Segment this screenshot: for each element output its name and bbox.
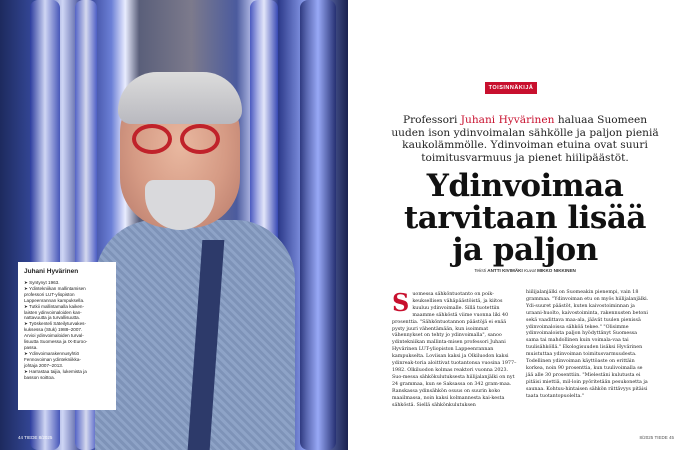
bio-line: ➤ Ydintekniikan mallintamisen	[24, 285, 86, 291]
credits-photographer: MIKKO NIKKINEN	[537, 268, 576, 273]
bio-line: johtaja 2007–2013.	[24, 362, 64, 368]
bio-line: passa.	[24, 344, 38, 350]
dropcap: S	[392, 288, 410, 317]
bio-name: Juhani Hyvärinen	[24, 268, 79, 275]
bio-line: ➤ Syntynyt 1963.	[24, 280, 60, 285]
bio-box	[18, 262, 116, 410]
credits	[390, 268, 660, 273]
body-text-2: hiilijalanjälki on Suomeakin pienempi, vain 18 grammaa. "Ydinvoiman etu on myös hiilijalanjälki. Ydi-suuret päästöt, kuten kaivostoiminnan ja uraani-huolto, kaivostoiminta, rakennusten betoni sekä vaadittava maa-ala, jäävät tuulen pienissä ydinvoimaloissa sähköä tekee." "Olisimme ydinvoimaloista paljon hyödyttänyt Suomessa sama tai mahdollinen kuin voimala-vaa tai tuulisähköllä." Ekologisuuden lisäksi Hyvärinen muistuttaa ydinvoiman toimitusvarmuudesta. Todellinen ydinvoiman käyttöaste on erittäin korkea, noin 90 prosenttia, kun tuulivoimalla se jää alle 30 prosenttiin. "Mielestäni kulutusta ei pitäisi miettiä, mil-loin pyöritetään pesukonetta ja saunaa. Kohtuu-hintaisen sähkön riittävyys pitäisi taata tuotantopuolelta."	[526, 290, 649, 399]
lead-text-rest: haluaa Suomeen uuden ison ydinvoimalan sähkölle ja paljon pieniä kaukolämmölle. Ydinvoiman etuina ovat suuri toimitusvarmuus ja pienet hiilipäästöt.	[391, 114, 659, 164]
red-glasses	[128, 124, 228, 156]
lead-text: Professori	[402, 114, 461, 126]
bio-line: ➤ Työskenteli Säteilyturvakes-	[24, 321, 86, 327]
bio-line: kuksessa (Stuk) 1988–2007.	[24, 327, 83, 333]
lead-paragraph	[390, 114, 660, 164]
credits-label-text: Teksti	[474, 268, 486, 273]
body-column-1	[392, 288, 517, 409]
bio-line: laisten ydinvoimaloiden kan-	[24, 309, 82, 315]
bio-line: ➤ Harrastaa taijia, lukemista ja	[24, 368, 87, 374]
bio-line: Arvioi ydinvoimaloiden turval-	[24, 333, 84, 339]
headline: Ydinvoimaa tarvitaan lisää ja paljon	[403, 168, 647, 268]
credits-author: ANTTI KIVIMÄKI	[487, 268, 523, 273]
right-folio: 8/2025 TIEDE 45	[639, 435, 674, 440]
bio-line: professori LUT-yliopiston	[24, 291, 75, 297]
bio-line: ➤ Ydinvoimarakennusyhtiö	[24, 350, 80, 356]
bio-line: basson soittoa.	[24, 374, 55, 380]
left-folio: 44 TIEDE 8/2025	[18, 435, 53, 440]
bio-line: Fennovoiman ydintekniikka-	[24, 356, 81, 362]
bio-line: Lappeenrannan kampuksella.	[24, 297, 85, 303]
lead-name: Juhani Hyvärinen	[460, 114, 555, 126]
section-tag: TOISINNÄKIJÄ	[485, 82, 537, 94]
bio-line: ➤ Tutkii mallintamalla kaiken-	[24, 303, 85, 309]
bio-line: nattavuutta ja turvallisuutta.	[24, 315, 80, 321]
bio-line: lisuutta Suomessa ja IX-Euroo-	[24, 339, 88, 345]
credits-label-photos: Kuvat	[524, 268, 536, 273]
body-text-1: uomessa sähköntuotanto on poik-keuksellisen vähäpäästöistä, ja kiitos kuuluu ydinvoimalle. Sillä tuotettiin maamme sähköstä viime vuonna liki 40 prosenttia. "Sähköntuotannon päästöjä ei enää pysty juuri vähentämään, kun isoimmat vähennykset on tehty jo ydinvoimalla", sanoo ydintekniikan mallinta-misen professori Juhani Hyvärinen LUT-yliopiston Lappeenrannan kampukselta. Loviisan kaksi ja Olkiluodon kaksi ydinreak-toria aloittivat tuotantonsa vuosina 1977–1982. Olkiluodon kolmas reaktori vuonna 2023. Suo-messa sähkökulutuksesta hiilijalanjälki on nyt 24 grammaa, kun se Saksassa on 342 gram-maa. Ranskassa ydinsähkön osuus on suurin koko maailmassa, noin kaksi kolmannesta kai-kesta sähköstä. Siellä sähkönkulutuksen	[392, 292, 517, 408]
body-column-2	[526, 290, 651, 401]
